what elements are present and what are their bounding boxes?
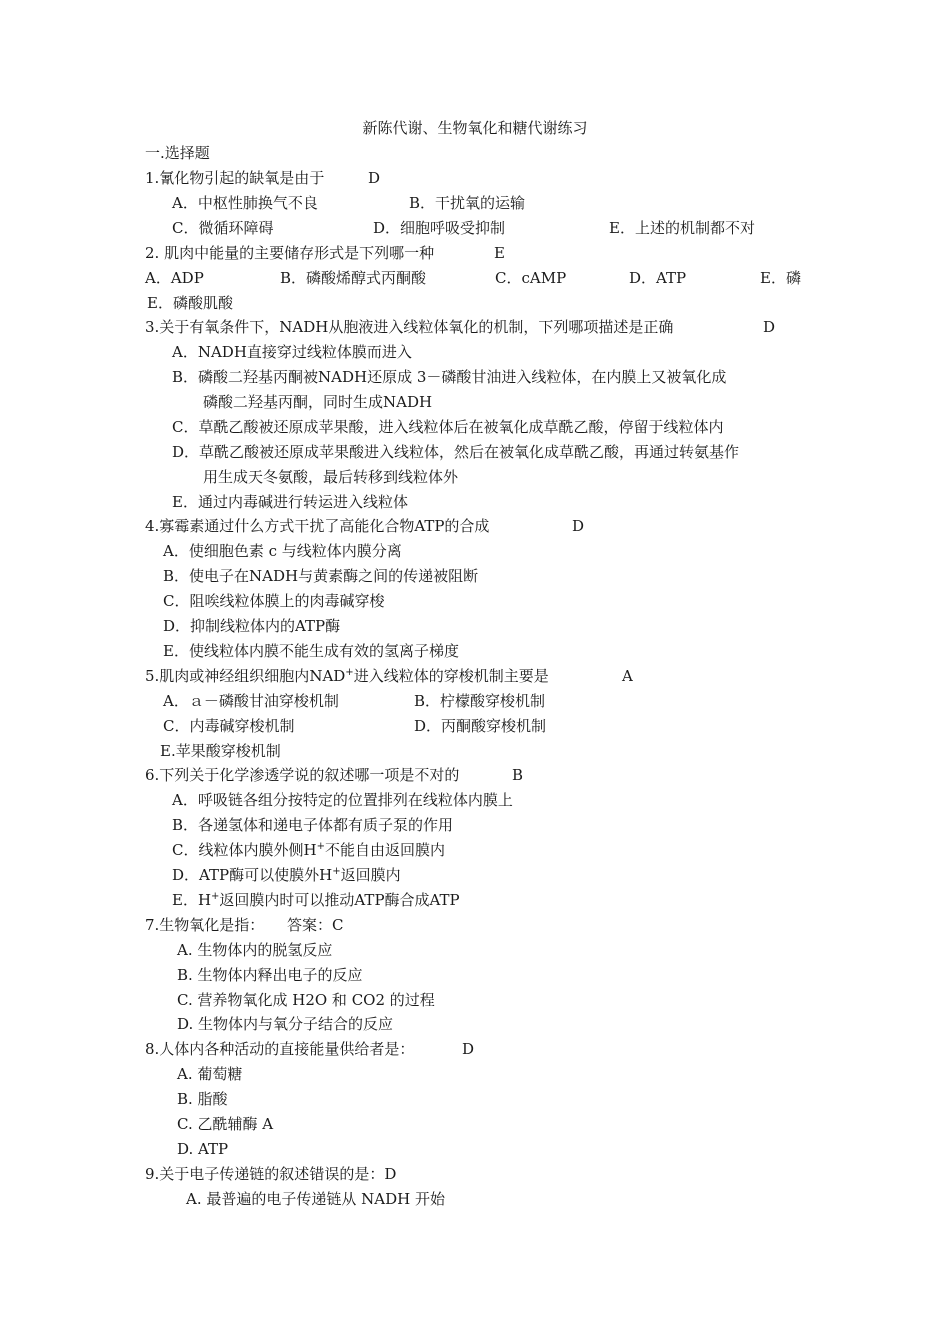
question-1-option-e: E．上述的机制都不对 (609, 219, 755, 237)
question-8-option-a: A. 葡萄糖 (177, 1065, 243, 1083)
question-6-option-b: B．各递氢体和递电子体都有质子泵的作用 (172, 816, 454, 834)
question-3-option-a: A．NADH直接穿过线粒体膜而进入 (172, 343, 412, 361)
question-5-option-e: E.苹果酸穿梭机制 (160, 742, 281, 760)
question-4-option-a: A．使细胞色素 c 与线粒体内膜分离 (163, 542, 402, 560)
question-1-answer: D (368, 169, 381, 187)
superscript: + (211, 891, 220, 902)
question-4-option-e: E．使线粒体内膜不能生成有效的氢离子梯度 (163, 642, 459, 660)
question-4-option-d: D．抑制线粒体内的ATP酶 (163, 617, 341, 635)
question-4-stem: 4.寡霉素通过什么方式干扰了高能化合物ATP的合成 (145, 517, 490, 535)
question-6-answer: B (512, 766, 524, 784)
question-2-option-e: E．磷酸肌酸 (147, 294, 233, 312)
question-3-option-d: D．草酰乙酸被还原成苹果酸进入线粒体，然后在被氧化成草酰乙酸，再通过转氨基作 (172, 443, 740, 461)
question-8-option-d: D. ATP (177, 1140, 229, 1158)
question-2-option-a: A．ADP (145, 269, 204, 287)
question-8-stem: 8.人体内各种活动的直接能量供给者是： (145, 1040, 415, 1058)
question-7-option-a: A. 生物体内的脱氢反应 (177, 941, 333, 959)
question-1-option-a: A．中枢性肺换气不良 (172, 194, 318, 212)
question-8-option-b: B. 脂酸 (177, 1090, 228, 1108)
question-2-option-e-fragment: E．磷 (760, 269, 801, 287)
question-7-stem: 7.生物氧化是指： (145, 916, 265, 934)
page-title: 新陈代谢、生物氧化和糖代谢练习 (362, 119, 588, 137)
question-6-option-d (172, 863, 401, 887)
superscript: + (316, 841, 325, 852)
question-6-stem: 6.下列关于化学渗透学说的叙述哪一项是不对的 (145, 766, 460, 784)
question-5-stem-part: 5.肌肉或神经组织细胞内NAD (145, 667, 346, 685)
question-5-answer: A (622, 667, 633, 685)
question-7-option-d: D. 生物体内与氧分子结合的反应 (177, 1015, 394, 1033)
option-text: E．H (172, 891, 212, 909)
question-3-option-d-cont: 用生成天冬氨酸，最后转移到线粒体外 (203, 468, 459, 486)
question-3-option-c: C．草酰乙酸被还原成苹果酸，进入线粒体后在被氧化成草酰乙酸，停留于线粒体内 (172, 418, 724, 436)
question-3-answer: D (763, 318, 776, 336)
option-text: 不能自由返回膜内 (324, 841, 445, 859)
question-4-answer: D (572, 517, 585, 535)
superscript: + (345, 667, 354, 678)
question-5-option-b: B．柠檬酸穿梭机制 (414, 692, 546, 710)
question-5-stem (145, 664, 549, 688)
question-4-option-c: C．阻唉线粒体膜上的肉毒碱穿梭 (163, 592, 385, 610)
question-2-answer: E (494, 244, 505, 262)
question-2-option-b: B．磷酸烯醇式丙酮酸 (280, 269, 427, 287)
question-6-option-c (172, 838, 445, 862)
option-text: 返回膜内时可以推动ATP酶合成ATP (219, 891, 460, 909)
question-1-option-c: C．微循环障碍 (172, 219, 274, 237)
question-9-stem: 9.关于电子传递链的叙述错误的是：D (145, 1165, 397, 1183)
option-text: 返回膜内 (340, 866, 401, 884)
question-1-stem: 1.氰化物引起的缺氧是由于 (145, 169, 325, 187)
question-2-option-c: C．cAMP (495, 269, 567, 287)
question-9-option-a: A. 最普遍的电子传递链从 NADH 开始 (186, 1190, 445, 1208)
question-5-option-d: D．丙酮酸穿梭机制 (414, 717, 547, 735)
question-7-answer: 答案：C (287, 916, 344, 934)
question-2-option-d: D．ATP (629, 269, 687, 287)
question-3-stem: 3.关于有氧条件下，NADH从胞液进入线粒体氧化的机制，下列哪项描述是正确 (145, 318, 674, 336)
option-text: D．ATP酶可以使膜外H (172, 866, 333, 884)
question-4-option-b: B．使电子在NADH与黄素酶之间的传递被阻断 (163, 567, 479, 585)
question-2-stem: 2. 肌肉中能量的主要储存形式是下列哪一种 (145, 244, 435, 262)
question-5-option-c: C．内毒碱穿梭机制 (163, 717, 295, 735)
question-5-stem-part: 进入线粒体的穿梭机制主要是 (353, 667, 549, 685)
question-3-option-b: B．磷酸二羟基丙酮被NADH还原成 3－磷酸甘油进入线粒体，在内膜上又被氧化成 (172, 368, 727, 386)
question-6-option-a: A．呼吸链各组分按特定的位置排列在线粒体内膜上 (172, 791, 513, 809)
question-3-option-e: E．通过内毒碱进行转运进入线粒体 (172, 493, 408, 511)
question-8-option-c: C. 乙酰辅酶 A (177, 1115, 274, 1133)
question-1-option-d: D．细胞呼吸受抑制 (373, 219, 506, 237)
question-8-answer: D (462, 1040, 475, 1058)
question-6-option-e (172, 888, 460, 912)
question-5-option-a: A．ａ－磷酸甘油穿梭机制 (163, 692, 339, 710)
question-1-option-b: B．干扰氧的运输 (409, 194, 526, 212)
section-heading: 一.选择题 (145, 144, 210, 162)
question-7-option-b: B. 生物体内释出电子的反应 (177, 966, 363, 984)
question-7-option-c: C. 营养物氧化成 H2O 和 CO2 的过程 (177, 991, 435, 1009)
superscript: + (332, 866, 341, 877)
option-text: C．线粒体内膜外侧H (172, 841, 317, 859)
question-3-option-b-cont: 磷酸二羟基丙酮，同时生成NADH (203, 393, 433, 411)
